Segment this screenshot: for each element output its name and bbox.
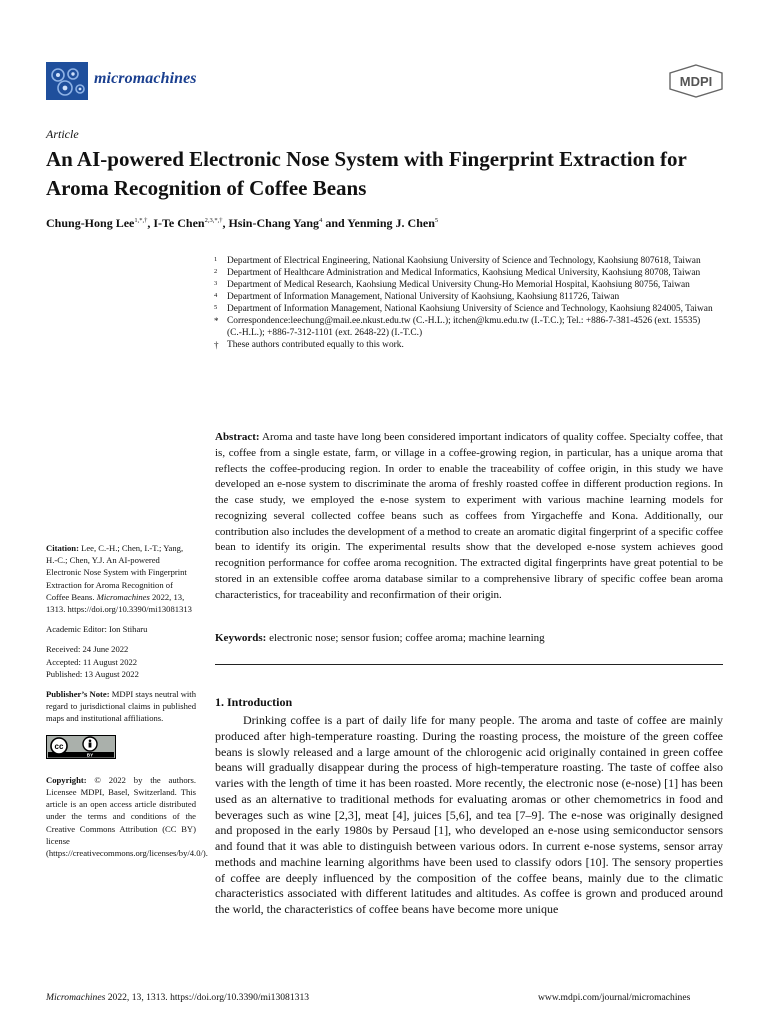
keywords-text: electronic nose; sensor fusion; coffee aroma; machine learning — [269, 632, 545, 644]
affiliation-mark: 5 — [214, 304, 218, 311]
correspondence-text: Correspondence:leechung@mail.ee.nkust.edu.tw (C.-H.L.); itchen@kmu.edu.tw (I.-T.C.); Tel.: +886-7-381-4526 (ext. 15535) (C.-H.L.); +886-7-312-1101 (ext. 2648-22) (I.-T.C.) — [227, 316, 701, 338]
journal-name: micromachines — [94, 70, 197, 87]
affiliation-mark: * — [214, 316, 219, 326]
abstract — [215, 430, 723, 603]
affiliation-text: Department of Electrical Engineering, National Kaohsiung University of Science and Technology, Kaohsiung 807618, Taiwan — [227, 256, 701, 266]
author-affiliation-marks: 2,3,*,† — [204, 217, 223, 224]
micromachines-logo-icon — [46, 62, 88, 100]
article-info-sidebar — [46, 542, 208, 867]
correspondence-item — [214, 315, 714, 339]
academic-editor: Academic Editor: Ion Stiharu — [46, 624, 148, 635]
author-name: Hsin-Chang Yang — [228, 216, 320, 230]
affiliation-mark: 3 — [214, 280, 218, 287]
publisher-note — [46, 688, 196, 725]
affiliation-text: Department of Healthcare Administration and Medical Informatics, Kaohsiung Medical University, Kaohsiung 80708, Taiwan — [227, 268, 701, 278]
footer-citation-text[interactable]: 2022, 13, 1313. https://doi.org/10.3390/mi13081313 — [107, 992, 310, 1003]
affiliation-mark: † — [214, 340, 219, 350]
affiliation-item — [214, 255, 714, 267]
affiliation-mark: 1 — [214, 256, 218, 263]
affiliation-mark: 4 — [214, 292, 218, 299]
svg-text:cc: cc — [54, 741, 64, 751]
affiliation-mark: 2 — [214, 268, 218, 275]
accepted-date: Accepted: 11 August 2022 — [46, 656, 138, 667]
keywords-label: Keywords: — [215, 632, 267, 644]
affiliation-item — [214, 267, 714, 279]
abstract-label: Abstract: — [215, 431, 260, 443]
affiliation-item — [214, 291, 714, 303]
citation-volume: 2022, 13, 1313. — [46, 591, 185, 615]
copyright-label: Copyright: — [46, 774, 87, 785]
published-date: Published: 13 August 2022 — [46, 668, 139, 679]
citation-text: Lee, C.-H.; Chen, I.-T.; Yang, H.-C.; Chen, Y.J. An AI-powered Electronic Nose System with Fingerprint Extraction for Aroma Recognition of Coffee Beans. — [46, 543, 187, 602]
affiliation-text: Department of Information Management, National Kaohsiung University of Science and Technology, Kaohsiung 824005, Taiwan — [227, 304, 713, 314]
citation-journal: Micromachines — [96, 591, 150, 602]
affiliation-text: Department of Information Management, National University of Kaohsiung, Kaohsiung 811726, Taiwan — [227, 292, 620, 302]
author-affiliation-marks: 1,*,† — [134, 217, 148, 224]
author-affiliation-marks: 5 — [434, 217, 439, 224]
affiliation-list — [214, 255, 714, 351]
author-separator: , — [222, 216, 229, 230]
svg-text:BY: BY — [86, 752, 94, 758]
footer-journal-url[interactable]: www.mdpi.com/journal/micromachines — [538, 992, 691, 1003]
author-list — [46, 216, 438, 231]
equal-contribution-note — [214, 339, 714, 351]
author-affiliation-marks: 4 — [319, 217, 323, 224]
publisher-note-text: MDPI stays neutral with regard to jurisdictional claims in published maps and institutional affiliations. — [46, 689, 196, 724]
citation-label: Citation: — [46, 543, 79, 553]
abstract-text: Aroma and taste have long been considered important indicators of quality coffee. Specialty coffee, that is, coffee from a single estate, farm, or village in a coffee-growing region, in particular, has a unique aroma that reflects the coffee-producing region. In order to enable the traceability of coffee origin, in this study we have developed an e-nose system to discriminate the aroma of freshly roasted coffee in different production regions. In the case study, we employed the e-nose system to experiment with various machine learning models for recognizing several collected coffee beans such as coffees from Yirgacheffe and Kona. Additionally, our contribution also includes the development of a method to create an aromatic digital fingerprint of a specific coffee bean to identify its origin. The experimental results show that the developed e-nose system achieves good recognition performance for coffee aroma recognition. The extracted digital fingerprints have great potential to be stored in an extensible coffee aroma database similar to a comprehensive library of specific coffee bean aroma characteristics, for traceability and reconfirmation of their origin. — [215, 431, 723, 601]
equal-contribution-text: These authors contributed equally to this work. — [227, 340, 404, 350]
author-name: Yenming J. Chen — [347, 216, 435, 230]
keywords — [215, 632, 723, 644]
copyright-block — [46, 774, 208, 859]
cc-by-license-badge-icon[interactable] — [46, 735, 116, 759]
footer-citation — [46, 992, 309, 1003]
citation-doi-link[interactable]: https://doi.org/10.3390/mi13081313 — [67, 604, 192, 615]
introduction-paragraph: Drinking coffee is a part of daily life for many people. The aroma and taste of coffee are mainly produced after high-temperature roasting. During the roasting process, the moisture of the green coffee beans is slowly released and a large amount of the chlorogenic acid originally contained in green coffee beans will gradually disappear during the process of high-temperature roasting. The taste of coffee also varies with the length of time it has been roasted. More recently, the electronic nose (e-nose) [1] has been used as an alternative to traditional methods for evaluating aromas or other chemometrics in food and beverages such as wine [2,3], meat [4], juices [5,6], and tea [7–9]. The e-nose was originally designed and proposed in the early 1980s by Persaud [1], who developed an e-nose using semiconductor sensors and found that it was able to distinguish between various odors. In current e-nose systems, sensor array methods and machine learning algorithms have been used to classify odors [10]. The sensory properties of coffee are deeply influenced by the composition of the coffee beans, mainly due to the climatic characteristics associated with different latitudes and altitudes. As coffee is grown and produced around the world, the characteristics of coffee beans have become more unique — [215, 713, 723, 916]
author-name: I-Te Chen — [153, 216, 205, 230]
affiliation-item — [214, 303, 714, 315]
mdpi-logo-icon — [668, 64, 724, 98]
citation-block — [46, 542, 196, 615]
dates-block — [46, 643, 196, 680]
received-date: Received: 24 June 2022 — [46, 644, 129, 655]
author-separator: and — [322, 216, 348, 230]
author-name: Chung-Hong Lee — [46, 216, 135, 230]
footer-journal: Micromachines — [46, 992, 106, 1003]
affiliation-text: Department of Medical Research, Kaohsiung Medical University Chung-Ho Memorial Hospital, Kaohsiung 80756, Taiwan — [227, 280, 690, 290]
article-title: An AI-powered Electronic Nose System with Fingerprint Extraction for Aroma Recognition of Coffee Beans — [46, 147, 687, 200]
section-divider — [215, 664, 723, 665]
section-heading-introduction: 1. Introduction — [215, 695, 293, 709]
svg-text:MDPI: MDPI — [679, 74, 713, 89]
article-type-label: Article — [46, 127, 79, 141]
copyright-text: © 2022 by the authors. Licensee MDPI, Basel, Switzerland. This article is an open access article distributed under the terms and conditions of the Creative Commons Attribution (CC BY) license (https://creativecommons.org/licenses/by/4.0/). — [46, 774, 208, 859]
affiliation-item — [214, 279, 714, 291]
author-separator: , — [147, 216, 154, 230]
publisher-note-label: Publisher’s Note: — [46, 689, 110, 700]
